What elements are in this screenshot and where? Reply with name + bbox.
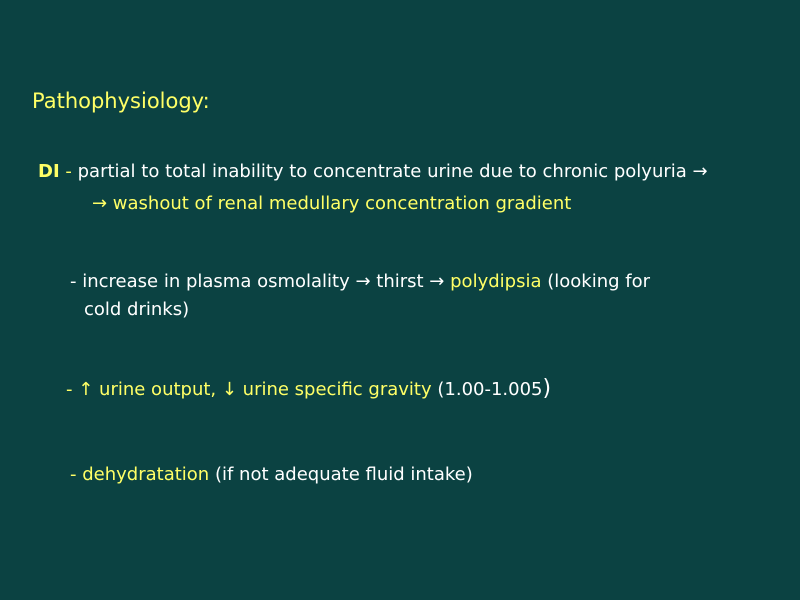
di-line-2: → washout of renal medullary concentration gradient xyxy=(92,193,572,214)
bullet-dehydration-dash: - xyxy=(70,464,77,485)
di-line-1 xyxy=(38,163,708,181)
bullet-urine-output xyxy=(66,378,551,400)
polydipsia-highlight: polydipsia xyxy=(450,271,542,292)
dehydration-note: (if not adequate fluid intake) xyxy=(214,464,473,485)
bullet-osmolality-dash: - xyxy=(70,271,77,292)
bullet-osmolality-line-2: cold drinks) xyxy=(84,299,190,320)
bullet-osmolality-text: increase in plasma osmolality → thirst → xyxy=(82,271,445,292)
di-definition: partial to total inability to concentrate urine due to chronic polyuria → xyxy=(77,161,708,182)
dehydration-highlight: dehydratation xyxy=(82,464,210,485)
bullet-osmolality-line-1 xyxy=(70,273,650,291)
urine-output-highlight: ↑ urine output, ↓ urine specific gravity xyxy=(78,379,432,400)
urine-gravity-close-paren: ) xyxy=(542,376,552,401)
bullet-urine-dash: - xyxy=(66,379,73,400)
urine-gravity-range: (1.00-1.005 xyxy=(437,379,543,400)
slide-title: Pathophysiology: xyxy=(32,89,210,113)
bullet-osmolality-post: (looking for xyxy=(547,271,650,292)
di-dash: - xyxy=(65,161,72,182)
di-term: DI xyxy=(38,161,60,182)
bullet-dehydration xyxy=(70,466,473,484)
